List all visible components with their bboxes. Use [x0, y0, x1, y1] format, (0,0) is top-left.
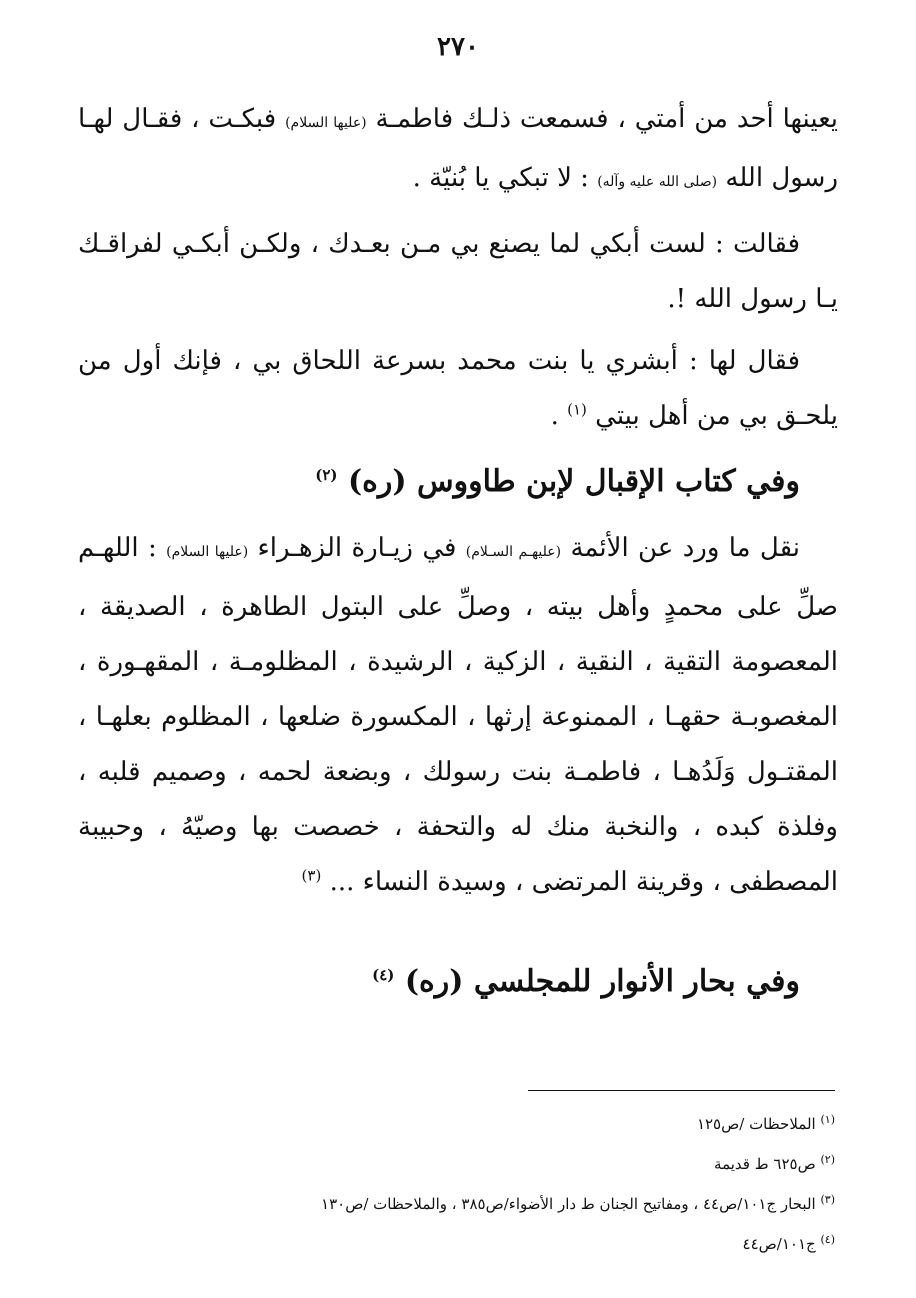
page-number: ٢٧٠: [437, 32, 479, 62]
footnote-text: ص٦٢٥ ط قديمة: [714, 1155, 816, 1173]
footnote-separator: [528, 1090, 835, 1091]
footnote-ref-3: (٣): [301, 866, 322, 885]
paragraph-1: [78, 92, 838, 210]
footnote-number: (٤): [820, 1233, 835, 1246]
footnote-number: (٢): [820, 1153, 835, 1166]
para4-honorific-2: (عليها السلام): [166, 544, 249, 560]
main-text: [78, 92, 838, 1021]
footnote-ref-1: (١): [567, 400, 587, 419]
para1-text-a: يعينها أحد من أمتي ، فسمعت ذلـك فاطمـة: [375, 104, 838, 134]
footnotes: [180, 1102, 835, 1262]
footnote-1: [180, 1102, 835, 1142]
section-heading-2: [78, 954, 838, 1009]
section-heading-1: [78, 454, 838, 509]
para1-text-e: : لا تبكي يا بُنيّة .: [412, 163, 589, 193]
footnote-ref-4: (٤): [372, 966, 395, 984]
footnote-text: ج١٠١/ص٤٤: [742, 1235, 816, 1253]
paragraph-3: [78, 334, 838, 444]
footnote-number: (٣): [820, 1193, 835, 1206]
para4-text-e: : اللهـم صلِّ على محمدٍ وأهل بيته ، وصلِّ على البتول الطاهرة ، الصديقة ، المعصومة التقية ، النقية ، الزكية ، الرشيدة ، المظلومـة ، المقهـورة ، المغصوبـة حقهـا ، الممنوعة إرثها ، المكسورة ضلعها ، المظلوم بعلهـا ، المقتـول وَلَدُهـا ، فاطمـة بنت رسولك ، وبضعة لحمه ، وصميم قلبه ، وفلذة كبده ، والنخبة منك له والتحفة ، خصصت بها وصيّهُ ، وحبيبة المصطفى ، وقرينة المرتضى ، وسيدة النساء ...: [78, 533, 838, 897]
para3-text: فقال لها : أبشري يا بنت محمد بسرعة اللحاق بي ، فإنك أول من يلحـق بي من أهل بيتي: [78, 346, 838, 431]
footnote-text: الملاحظات /ص١٢٥: [696, 1115, 816, 1133]
footnote-ref-2: (٢): [315, 466, 338, 484]
para4-text-a: نقل ما ورد عن الأئمة: [570, 533, 800, 563]
footnote-text: البحار ج١٠١/ص٤٤ ، ومفاتيح الجنان ط دار الأضواء/ص٣٨٥ ، والملاحظات /ص١٣٠: [321, 1195, 816, 1213]
para1-text-c: فبكـت ، فقـال لهـا رسول الله: [78, 104, 838, 193]
para1-honorific-1: (عليها السلام): [285, 115, 367, 131]
heading1-text: وفي كتاب الإقبال لإبن طاووس (ره): [347, 464, 800, 499]
footnote-number: (١): [820, 1113, 835, 1126]
footnote-4: [180, 1222, 835, 1262]
para4-honorific-1: (عليهـم السـلام): [465, 544, 562, 560]
paragraph-2: فقالت : لست أبكي لما يصنع بي مـن بعـدك ، ولكـن أبكـي لفراقـك يـا رسول الله !.: [78, 229, 838, 314]
para3-end: .: [550, 401, 559, 431]
heading2-text: وفي بحار الأنوار للمجلسي (ره): [404, 964, 800, 999]
footnote-2: [180, 1142, 835, 1182]
para4-text-c: في زيـارة الزهـراء: [257, 533, 457, 563]
para1-honorific-2: (صلى الله عليه وآله): [597, 174, 718, 190]
footnote-3: [180, 1182, 835, 1222]
paragraph-4: [78, 521, 838, 910]
